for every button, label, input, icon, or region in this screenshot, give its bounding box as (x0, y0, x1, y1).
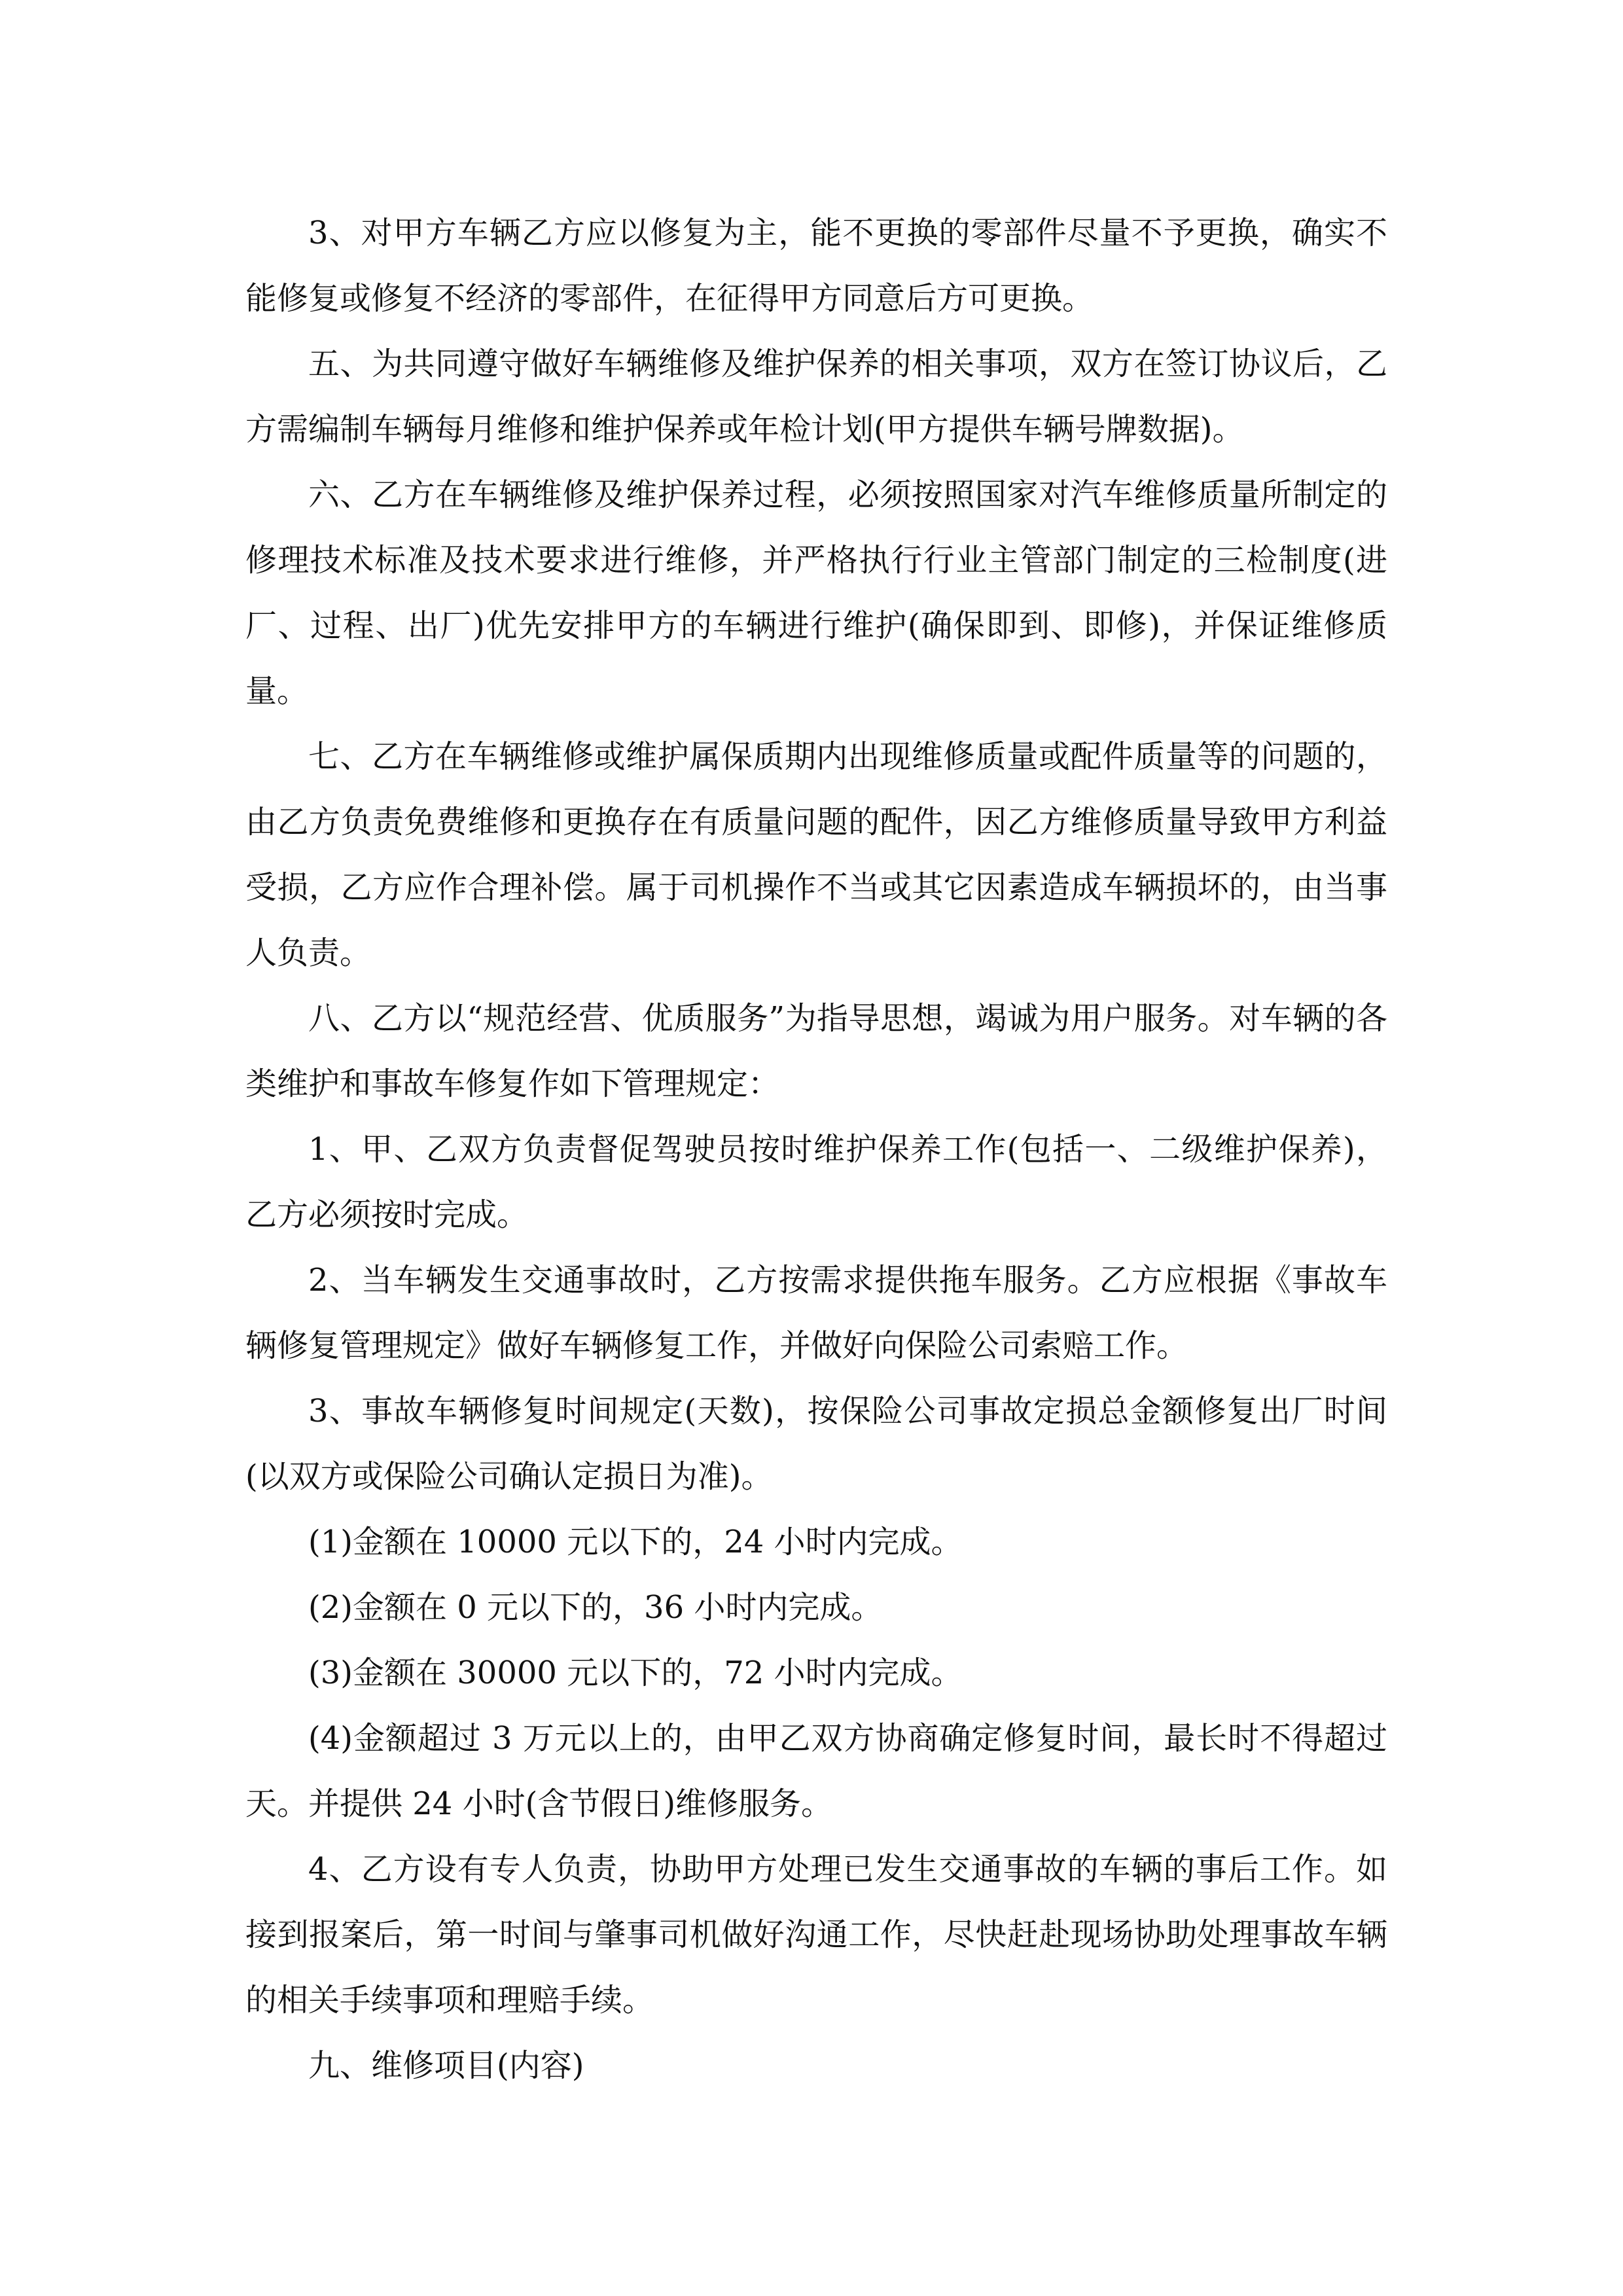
paragraph-clause-3-replacement: 3、对甲方车辆乙方应以修复为主，能不更换的零部件尽量不予更换，确实不能修复或修复不经济的零部件，在征得甲方同意后方可更换。 (245, 215, 1387, 317)
paragraph-item-2: 2、当车辆发生交通事故时，乙方按需求提供拖车服务。乙方应根据《事故车辆修复管理规定》做好车辆修复工作，并做好向保险公司索赔工作。 (245, 1262, 1387, 1364)
paragraph-item-3: 3、事故车辆修复时间规定(天数)，按保险公司事故定损总金额修复出厂时间(以双方或保险公司确认定损日为准)。 (245, 1393, 1387, 1495)
paragraph-section-7: 七、乙方在车辆维修或维护属保质期内出现维修质量或配件质量等的问题的，由乙方负责免费维修和更换存在有质量问题的配件，因乙方维修质量导致甲方利益受损，乙方应作合理补偿。属于司机操作不当或其它因素造成车辆损坏的，由当事人负责。 (245, 738, 1387, 971)
paragraph-section-5: 五、为共同遵守做好车辆维修及维护保养的相关事项，双方在签订协议后，乙方需编制车辆每月维修和维护保养或年检计划(甲方提供车辆号牌数据)。 (245, 346, 1387, 448)
paragraph-subitem-2: (2)金额在 0 元以下的，36 小时内完成。 (308, 1589, 883, 1626)
paragraph-section-6: 六、乙方在车辆维修及维护保养过程，必须按照国家对汽车维修质量所制定的修理技术标准及技术要求进行维修，并严格执行行业主管部门制定的三检制度(进厂、过程、出厂)优先安排甲方的车辆进行维护(确保即到、即修)，并保证维修质量。 (245, 476, 1387, 709)
paragraph-subitem-3: (3)金额在 30000 元以下的，72 小时内完成。 (308, 1655, 963, 1691)
paragraph-item-1: 1、甲、乙双方负责督促驾驶员按时维护保养工作(包括一、二级维护保养)，乙方必须按时完成。 (245, 1131, 1387, 1233)
paragraph-subitem-1: (1)金额在 10000 元以下的，24 小时内完成。 (308, 1524, 963, 1560)
paragraph-item-4: 4、乙方设有专人负责，协助甲方处理已发生交通事故的车辆的事后工作。如接到报案后，第一时间与肇事司机做好沟通工作，尽快赶赴现场协助处理事故车辆的相关手续事项和理赔手续。 (245, 1851, 1387, 2018)
paragraph-subitem-4: (4)金额超过 3 万元以上的，由甲乙双方协商确定修复时间，最长时不得超过天。并提供 24 小时(含节假日)维修服务。 (245, 1720, 1387, 1822)
paragraph-section-8: 八、乙方以“规范经营、优质服务”为指导思想，竭诚为用户服务。对车辆的各类维护和事故车修复作如下管理规定： (245, 1000, 1387, 1102)
paragraph-section-9-heading: 九、维修项目(内容) (308, 2047, 584, 2084)
document-page (245, 200, 1387, 2098)
